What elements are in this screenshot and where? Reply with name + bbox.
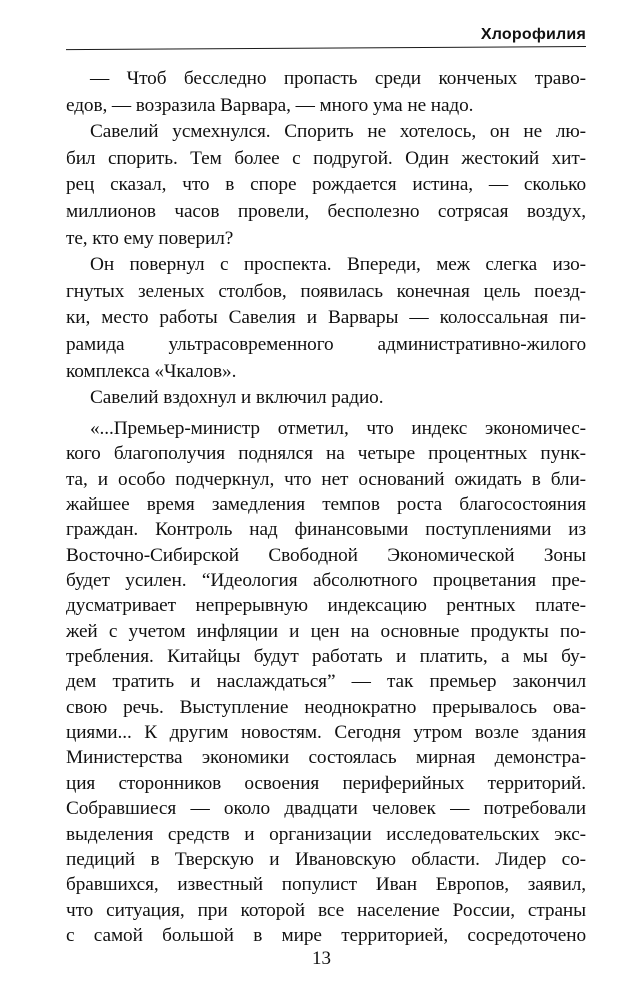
text-line: рамида ультрасовременного административно-жилого	[66, 333, 586, 355]
text-line: та, и особо подчеркнул, что нет оснований ожидать в бли-	[66, 468, 586, 490]
text-line: циями... К другим новостям. Сегодня утром возле здания	[66, 722, 586, 744]
text-line: граждан. Контроль над финансовыми поступлениями из	[66, 519, 586, 541]
text-line: Савелий вздохнул и включил радио.	[90, 387, 384, 409]
header-rule	[66, 46, 586, 50]
text-line: Савелий усмехнулся. Спорить не хотелось, он не лю-	[90, 121, 586, 143]
page-number: 13	[312, 948, 331, 969]
text-line: жайшее время замедления темпов роста благосостояния	[66, 494, 586, 516]
text-line: жей с учетом инфляции и цен на основные продукты по-	[66, 620, 586, 642]
text-line: Восточно-Сибирской Свободной Экономической Зоны	[66, 544, 586, 566]
narrative-text	[66, 66, 586, 412]
running-title: Хлорофилия	[480, 26, 586, 43]
text-line: дем тратить и наслаждаться” — так премьер закончил	[66, 671, 586, 693]
text-line: будет усилен. “Идеология абсолютного процветания пре-	[66, 570, 586, 592]
text-line: гнутых зеленых столбов, появилась конечная цель поезд-	[66, 280, 586, 302]
text-line: миллионов часов провели, бесполезно сотрясая воздух,	[66, 200, 586, 222]
text-line: Министерства экономики состоялась мирная демонстра-	[66, 747, 586, 769]
text-line: «...Премьер-министр отметил, что индекс экономичес-	[90, 418, 586, 439]
radio-broadcast-text	[66, 416, 586, 948]
text-line: рец сказал, что в споре рождается истина, — сколько	[66, 174, 586, 196]
text-line: бравшихся, известный популист Иван Европов, заявил,	[66, 874, 586, 896]
text-line: педиций в Тверскую и Ивановскую области. Лидер со-	[66, 848, 586, 870]
text-line: ция сторонников освоения периферийных территорий.	[66, 772, 586, 794]
running-head	[66, 22, 586, 46]
text-line: — Чтоб бесследно пропасть среди конченых траво-	[90, 68, 586, 89]
text-line: те, кто ему поверил?	[66, 227, 234, 249]
text-line: с самой большой в мире территорией, сосредоточено	[66, 924, 586, 946]
text-line: бил спорить. Тем более с подругой. Один жестокий хит-	[66, 147, 586, 169]
text-line: свою речь. Выступление неоднократно прерывалось ова-	[66, 696, 586, 718]
text-line: кого благополучия поднялся на четыре процентных пунк-	[66, 443, 586, 465]
text-line: дусматривает непрерывную индексацию рентных плате-	[66, 595, 586, 617]
text-line: ки, место работы Савелия и Варвары — колоссальная пи-	[66, 307, 586, 329]
text-line: требления. Китайцы будут работать и платить, а мы бу-	[66, 646, 586, 668]
text-line: что ситуация, при которой все население России, страны	[66, 899, 586, 921]
text-line: Он повернул с проспекта. Впереди, меж слегка изо-	[90, 254, 586, 276]
text-line: Собравшиеся — около двадцати человек — потребовали	[66, 798, 586, 820]
text-line: комплекса «Чкалов».	[66, 360, 237, 382]
text-line: едов, — возразила Варвара, — много ума не надо.	[66, 94, 474, 116]
text-line: выделения средств и организации исследовательских экс-	[66, 823, 586, 845]
